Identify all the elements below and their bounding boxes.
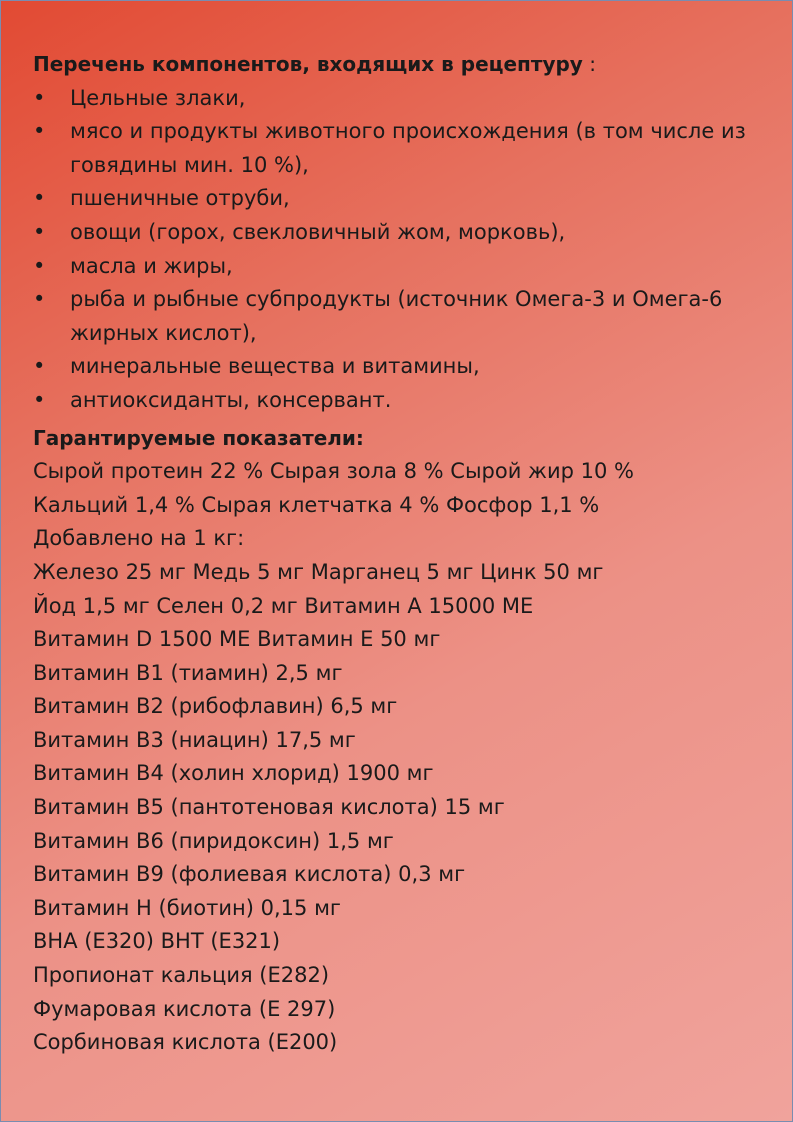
composition-heading: Перечень компонентов, входящих в рецептуру : [33,52,596,76]
text-line: Йод 1,5 мг Селен 0,2 мг Витамин А 15000 МЕ [33,593,534,618]
text-line: Витамин В4 (холин хлорид) 1900 мг [33,761,434,786]
text-line: Пропионат кальция (Е282) [33,963,330,988]
text-line: Витамин D 1500 МЕ Витамин Е 50 мг [33,627,441,652]
composition-list [33,82,773,418]
list-item: • минеральные вещества и витамины, [33,354,480,379]
text-line: Витамин В6 (пиридоксин) 1,5 мг [33,828,394,853]
text-line: Добавлено на 1 кг: [33,526,245,551]
list-item: • пшеничные отруби, [33,186,290,211]
guaranteed-list [33,455,773,1060]
guaranteed-heading: Гарантируемые показатели: [33,425,364,450]
list-item: • овощи (горох, свекловичный жом, морковь), [33,219,566,244]
list-item: • антиоксиданты, консервант. [33,387,392,412]
list-item: • Цельные злаки, [33,85,246,110]
text-line: Витамин В5 (пантотеновая кислота) 15 мг [33,795,505,820]
text-line: Сырой протеин 22 % Сырая зола 8 % Сырой жир 10 % [33,459,634,484]
text-line: Сорбиновая кислота (Е200) [33,1030,338,1055]
text-line: Фумаровая кислота (Е 297) [33,996,336,1021]
text-line: Витамин В2 (рибофлавин) 6,5 мг [33,694,398,719]
list-item: • рыба и рыбные субпродукты (источник Омега-3 и Омега-6 жирных кислот), [33,287,723,345]
text-line: Витамин В3 (ниацин) 17,5 мг [33,727,356,752]
text-line: Кальций 1,4 % Сырая клетчатка 4 % Фосфор 1,1 % [33,492,600,517]
text-line: ВНА (Е320) ВНТ (Е321) [33,929,281,954]
text-line: Витамин Н (биотин) 0,15 мг [33,895,341,920]
list-item: • мясо и продукты животного происхождения (в том числе из говядины мин. 10 %), [33,119,746,177]
list-item: • масла и жиры, [33,253,233,278]
text-line: Витамин В1 (тиамин) 2,5 мг [33,660,343,685]
document-content [33,48,773,1060]
text-line: Витамин В9 (фолиевая кислота) 0,3 мг [33,862,466,887]
text-line: Железо 25 мг Медь 5 мг Марганец 5 мг Цинк 50 мг [33,559,604,584]
